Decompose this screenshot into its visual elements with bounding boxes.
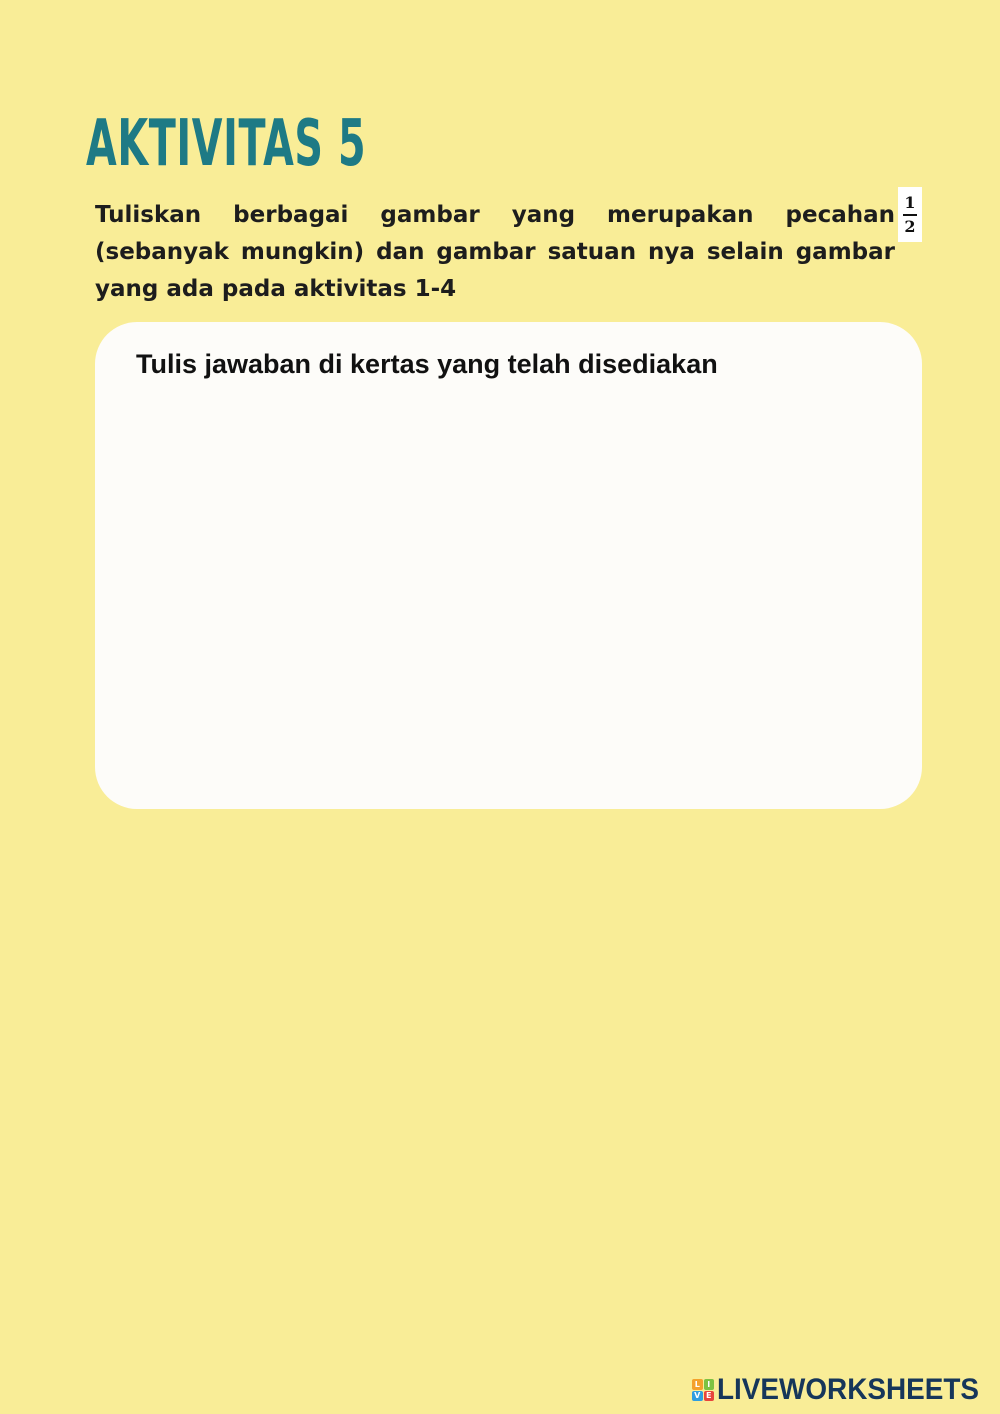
- fraction-denominator: 2: [904, 216, 916, 236]
- logo-tile-e: E: [704, 1391, 715, 1402]
- page-title: AKTIVITAS 5: [86, 107, 367, 181]
- logo-tile-i: I: [704, 1379, 715, 1390]
- liveworksheets-logo-icon: [692, 1379, 714, 1401]
- fraction-bar: [903, 214, 917, 216]
- logo-tile-l: L: [692, 1379, 703, 1390]
- liveworksheets-brand: [692, 1374, 999, 1406]
- answer-box[interactable]: [95, 322, 922, 809]
- instruction-text: Tuliskan berbagai gambar yang merupakan pecahan (sebanyak mungkin) dan gambar satuan nya selain gambar yang ada pada aktivitas 1-4: [95, 202, 895, 302]
- brand-name: LIVEWORKSHEETS: [717, 1373, 979, 1406]
- fraction-one-half: [898, 187, 922, 242]
- fraction-numerator: 1: [904, 192, 916, 212]
- answer-instruction: Tulis jawaban di kertas yang telah disediakan: [136, 349, 718, 379]
- logo-tile-v: V: [692, 1391, 703, 1402]
